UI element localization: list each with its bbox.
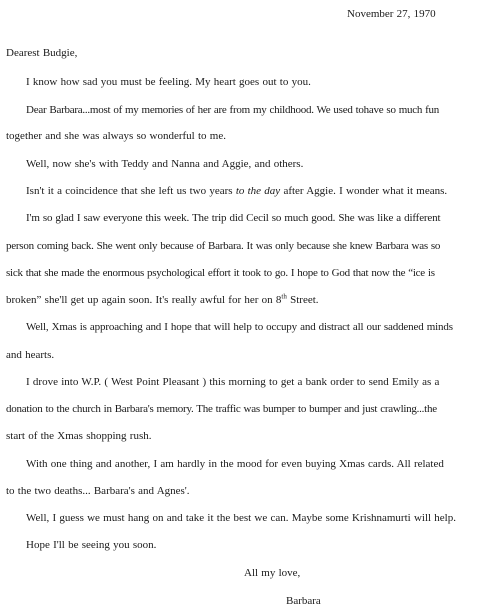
letter-line (26, 186, 447, 197)
letter-line: sick that she made the enormous psychological effort it took to go. I hope to God that now the “ice is (6, 267, 435, 279)
letter-line: together and she was always so wonderful to me. (6, 130, 226, 142)
letter-line: person coming back. She went only because of Barbara. It was only because she knew Barbara was so (6, 240, 441, 252)
letter-line: I drove into W.P. ( West Point Pleasant ) this morning to get a bank order to send Emily as a (26, 376, 440, 388)
letter-salutation: Dearest Budgie, (6, 47, 78, 59)
superscript-text: th (281, 292, 287, 301)
letter-line (6, 292, 319, 306)
letter-closing: All my love, (244, 567, 301, 579)
line-text: Street. (286, 294, 319, 306)
line-text: after Aggie. I wonder what it means. (280, 185, 448, 197)
letter-line: and hearts. (6, 349, 55, 361)
letter-line: Well, Xmas is approaching and I hope that will help to occupy and distract all our saddened minds (26, 321, 453, 333)
letter-line: I'm so glad I saw everyone this week. The trip did Cecil so much good. She was like a different (26, 212, 441, 224)
letter-line: I know how sad you must be feeling. My heart goes out to you. (26, 76, 311, 88)
letter-line: start of the Xmas shopping rush. (6, 430, 152, 442)
letter-line: donation to the church in Barbara's memory. The traffic was bumper to bumper and just crawling...the (6, 403, 437, 415)
letter-line: Well, I guess we must hang on and take it the best we can. Maybe some Krishnamurti will help. (26, 512, 456, 524)
letter-line: Well, now she's with Teddy and Nanna and Aggie, and others. (26, 158, 304, 170)
letter-signature: Barbara (286, 595, 321, 607)
letter-line: Hope I'll be seeing you soon. (26, 539, 157, 551)
emphasized-text: to the day (235, 185, 281, 197)
letter-date: November 27, 1970 (347, 8, 436, 20)
letter-line: With one thing and another, I am hardly in the mood for even buying Xmas cards. All related (26, 458, 444, 470)
line-text: broken” she'll get up again soon. It's really awful for her on 8 (6, 294, 282, 306)
letter-line: Dear Barbara...most of my memories of her are from my childhood. We used tohave so much fun (26, 104, 440, 116)
letter-line: to the two deaths... Barbara's and Agnes'. (6, 485, 190, 497)
line-text: Isn't it a coincidence that she left us two years (26, 185, 236, 197)
